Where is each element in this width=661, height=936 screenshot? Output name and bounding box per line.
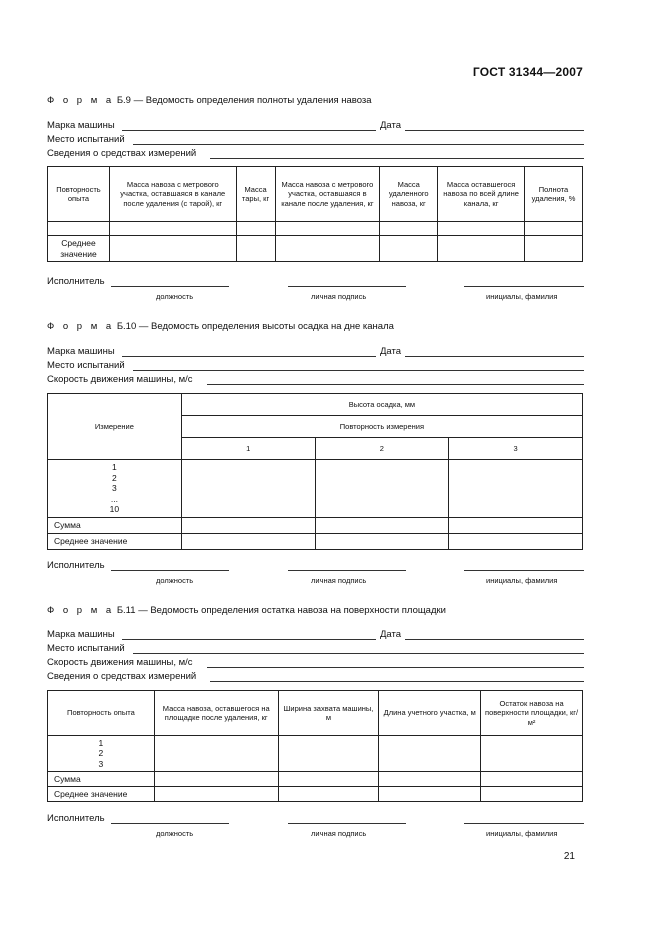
col-height: Высота осадка, мм <box>181 394 582 416</box>
repeat-1: 1 <box>181 438 315 460</box>
row-mean-label: Среднее значение <box>48 787 155 802</box>
b9-date-label: Дата <box>380 120 402 131</box>
col-completeness: Полнота удаления, % <box>525 167 583 222</box>
b10-initials-caption: инициалы, фамилия <box>486 576 558 585</box>
col-mass-removed: Масса удаленного навоза, кг <box>380 167 438 222</box>
b11-instruments-label: Сведения о средствах измерений <box>47 671 197 682</box>
b11-executor-label: Исполнитель <box>47 813 105 824</box>
table-row <box>48 518 583 534</box>
form-b11-table <box>47 690 583 802</box>
b10-brand-line[interactable] <box>122 356 376 357</box>
form-word: Ф о р м а <box>47 95 115 106</box>
b10-place-line[interactable] <box>133 370 584 371</box>
b11-place-label: Место испытаний <box>47 643 125 654</box>
b11-signature-caption: личная подпись <box>311 829 367 838</box>
b11-position-caption: должность <box>156 829 194 838</box>
row-sum-label: Сумма <box>48 772 155 787</box>
form-b10-title <box>47 321 394 332</box>
repeat-3: 3 <box>449 438 583 460</box>
b11-brand-label: Марка машины <box>47 629 115 640</box>
table-row <box>48 787 583 802</box>
col-repeat: Повторность опыта <box>48 691 155 736</box>
b9-brand-label: Марка машины <box>47 120 115 131</box>
page-number: 21 <box>563 851 575 862</box>
b10-executor-label: Исполнитель <box>47 560 105 571</box>
table-row <box>48 236 583 262</box>
b11-speed-line[interactable] <box>207 667 584 668</box>
row-mean-label: Среднее значение <box>48 534 182 550</box>
repeat-numbers: 1 2 3 <box>48 736 155 772</box>
form-b9-table <box>47 166 583 262</box>
b11-speed-label: Скорость движения машины, м/с <box>47 657 193 668</box>
table-row <box>48 772 583 787</box>
col-mass-total-remaining: Масса оставшегося навоза по всей длине канала, кг <box>438 167 525 222</box>
col-measure: Измерение <box>48 394 182 460</box>
table-header-row <box>48 691 583 736</box>
b10-date-label: Дата <box>380 346 402 357</box>
b11-position-line[interactable] <box>111 823 229 824</box>
b10-place-label: Место испытаний <box>47 360 125 371</box>
b11-date-line[interactable] <box>405 639 584 640</box>
col-tare-mass: Масса тары, кг <box>236 167 275 222</box>
b10-date-line[interactable] <box>405 356 584 357</box>
b9-place-line[interactable] <box>133 144 584 145</box>
repeat-2: 2 <box>315 438 449 460</box>
b11-place-line[interactable] <box>133 653 584 654</box>
col-repeat: Повторность измерения <box>181 416 582 438</box>
b9-position-line[interactable] <box>111 286 229 287</box>
b9-initials-caption: инициалы, фамилия <box>486 292 558 301</box>
b9-position-caption: должность <box>156 292 194 301</box>
form-b10-table <box>47 393 583 550</box>
col-mass-remaining: Масса навоза с метрового участка, оставшаяся в канале после удаления, кг <box>275 167 380 222</box>
b11-signature-line[interactable] <box>288 823 406 824</box>
b11-instruments-line[interactable] <box>210 681 584 682</box>
table-row <box>48 222 583 236</box>
row-mean-label: Среднее значение <box>48 236 110 262</box>
table-row <box>48 460 583 518</box>
form-b10-title-text: Б.10 — Ведомость определения высоты осадка на дне канала <box>116 321 394 332</box>
b10-initials-line[interactable] <box>464 570 584 571</box>
col-residue: Остаток навоза на поверхности площадки, кг/м² <box>481 691 583 736</box>
b11-initials-caption: инициалы, фамилия <box>486 829 558 838</box>
b9-signature-caption: личная подпись <box>311 292 367 301</box>
form-b11-title-text: Б.11 — Ведомость определения остатка навоза на поверхности площадки <box>116 605 446 616</box>
b9-place-label: Место испытаний <box>47 134 125 145</box>
b9-instruments-line[interactable] <box>210 158 584 159</box>
form-b9-title-text: Б.9 — Ведомость определения полноты удаления навоза <box>116 95 372 106</box>
b9-brand-line[interactable] <box>122 130 376 131</box>
col-mass-with-tare: Масса навоза с метрового участка, оставшаяся в канале после удаления (с тарой), кг <box>109 167 236 222</box>
col-plot-length: Длина учетного участка, м <box>379 691 481 736</box>
row-sum-label: Сумма <box>48 518 182 534</box>
b9-signature-line[interactable] <box>288 286 406 287</box>
standard-number: ГОСТ 31344—2007 <box>472 65 583 79</box>
measure-numbers: 1 2 3 ... 10 <box>48 460 182 518</box>
b11-date-label: Дата <box>380 629 402 640</box>
form-b9-title <box>47 95 372 106</box>
table-header-row <box>48 394 583 416</box>
b9-instruments-label: Сведения о средствах измерений <box>47 148 197 159</box>
form-word: Ф о р м а <box>47 321 115 332</box>
b9-initials-line[interactable] <box>464 286 584 287</box>
b10-signature-line[interactable] <box>288 570 406 571</box>
col-capture-width: Ширина захвата машины, м <box>278 691 379 736</box>
b10-speed-label: Скорость движения машины, м/с <box>47 374 193 385</box>
b10-signature-caption: личная подпись <box>311 576 367 585</box>
b11-brand-line[interactable] <box>122 639 376 640</box>
b10-position-caption: должность <box>156 576 194 585</box>
form-word: Ф о р м а <box>47 605 115 616</box>
b9-executor-label: Исполнитель <box>47 276 105 287</box>
b10-speed-line[interactable] <box>207 384 584 385</box>
form-b11-title <box>47 605 446 616</box>
col-repeat: Повторность опыта <box>48 167 110 222</box>
b10-brand-label: Марка машины <box>47 346 115 357</box>
table-header-row <box>48 167 583 222</box>
col-mass-remaining: Масса навоза, оставшегося на площадке после удаления, кг <box>154 691 278 736</box>
b9-date-line[interactable] <box>405 130 584 131</box>
b10-position-line[interactable] <box>111 570 229 571</box>
table-row <box>48 534 583 550</box>
b11-initials-line[interactable] <box>464 823 584 824</box>
table-row <box>48 736 583 772</box>
